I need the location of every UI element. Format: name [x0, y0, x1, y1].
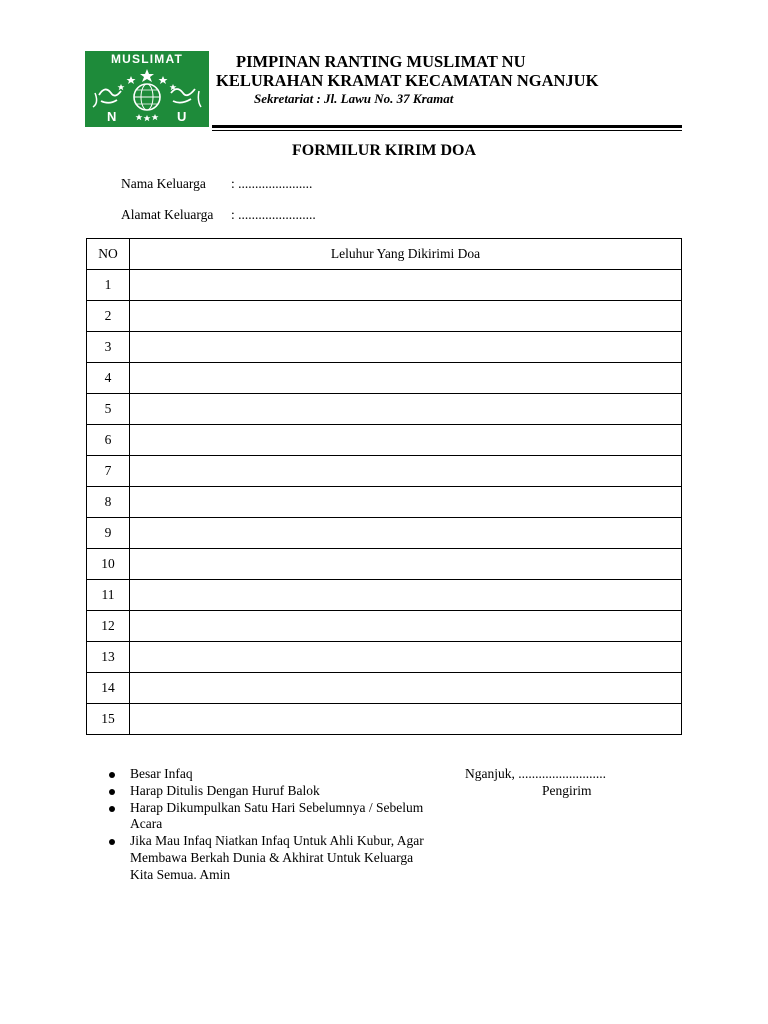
table-row [87, 549, 682, 580]
row-number: 13 [87, 642, 130, 673]
ancestor-name-cell[interactable] [130, 673, 682, 704]
row-number: 15 [87, 704, 130, 735]
ancestor-name-cell[interactable] [130, 270, 682, 301]
table-row [87, 270, 682, 301]
family-name-blank[interactable]: : ...................... [231, 176, 313, 191]
ancestor-name-cell[interactable] [130, 394, 682, 425]
organization-region: KELURAHAN KRAMAT KECAMATAN NGANJUK [216, 71, 599, 90]
row-number: 8 [87, 487, 130, 518]
table-row [87, 704, 682, 735]
table-row [87, 487, 682, 518]
note-text: Harap Ditulis Dengan Huruf Balok [130, 782, 320, 798]
table-row [87, 580, 682, 611]
table-row [87, 363, 682, 394]
signature-place-date[interactable]: Nganjuk, .......................... [465, 766, 606, 781]
logo-letter-u: U [177, 109, 187, 124]
note-text: Jika Mau Infaq Niatkan Infaq Untuk Ahli Kubur, Agar Membawa Berkah Dunia & Akhirat Untuk Keluarga Kita Semua. Amin [130, 833, 424, 882]
prayer-recipients-table [86, 238, 682, 735]
ancestor-name-cell[interactable] [130, 487, 682, 518]
note-text: Harap Dikumpulkan Satu Hari Sebelumnya / Sebelum Acara [130, 799, 424, 832]
family-name-label: Nama Keluarga [121, 176, 206, 191]
column-header-no: NO [87, 239, 130, 270]
list-item [108, 800, 438, 834]
ancestor-name-cell[interactable] [130, 704, 682, 735]
list-item [108, 766, 438, 783]
header-rule-thin [212, 130, 682, 131]
row-number: 2 [87, 301, 130, 332]
ancestor-name-cell[interactable] [130, 549, 682, 580]
header-rule-thick [212, 125, 682, 128]
logo-top-text: MUSLIMAT [110, 52, 184, 66]
row-number: 5 [87, 394, 130, 425]
table-header-row [87, 239, 682, 270]
ancestor-name-cell[interactable] [130, 518, 682, 549]
family-address-blank[interactable]: : ....................... [231, 207, 316, 222]
row-number: 4 [87, 363, 130, 394]
row-number: 1 [87, 270, 130, 301]
table-row [87, 301, 682, 332]
ancestor-name-cell[interactable] [130, 363, 682, 394]
form-title: FORMILUR KIRIM DOA [292, 142, 476, 159]
list-item [108, 833, 438, 883]
ancestor-name-cell[interactable] [130, 580, 682, 611]
table-row [87, 425, 682, 456]
table-row [87, 642, 682, 673]
table-row [87, 332, 682, 363]
ancestor-name-cell[interactable] [130, 611, 682, 642]
row-number: 7 [87, 456, 130, 487]
notes-list [108, 766, 438, 884]
logo-letter-n: N [107, 109, 117, 124]
row-number: 3 [87, 332, 130, 363]
table-row [87, 673, 682, 704]
bullet-icon [109, 789, 115, 795]
table-row [87, 518, 682, 549]
column-header-ancestor: Leluhur Yang Dikirimi Doa [130, 239, 682, 270]
signature-sender-label: Pengirim [542, 783, 592, 798]
row-number: 14 [87, 673, 130, 704]
list-item [108, 783, 438, 800]
family-name-field[interactable] [121, 176, 312, 192]
secretariat-address: Sekretariat : Jl. Lawu No. 37 Kramat [254, 91, 454, 106]
table-row [87, 456, 682, 487]
row-number: 9 [87, 518, 130, 549]
muslimat-nu-logo [85, 51, 209, 127]
bullet-icon [109, 839, 115, 845]
table-row [87, 394, 682, 425]
row-number: 12 [87, 611, 130, 642]
ancestor-name-cell[interactable] [130, 332, 682, 363]
ancestor-name-cell[interactable] [130, 301, 682, 332]
globe-stars-emblem-icon [85, 51, 209, 127]
ancestor-name-cell[interactable] [130, 456, 682, 487]
bullet-icon [109, 772, 115, 778]
ancestor-name-cell[interactable] [130, 642, 682, 673]
family-address-label: Alamat Keluarga [121, 207, 214, 222]
table-row [87, 611, 682, 642]
note-text: Besar Infaq [130, 766, 193, 781]
row-number: 6 [87, 425, 130, 456]
family-address-field[interactable] [121, 207, 316, 223]
row-number: 11 [87, 580, 130, 611]
ancestor-name-cell[interactable] [130, 425, 682, 456]
row-number: 10 [87, 549, 130, 580]
bullet-icon [109, 806, 115, 812]
organization-name: PIMPINAN RANTING MUSLIMAT NU [236, 52, 526, 71]
